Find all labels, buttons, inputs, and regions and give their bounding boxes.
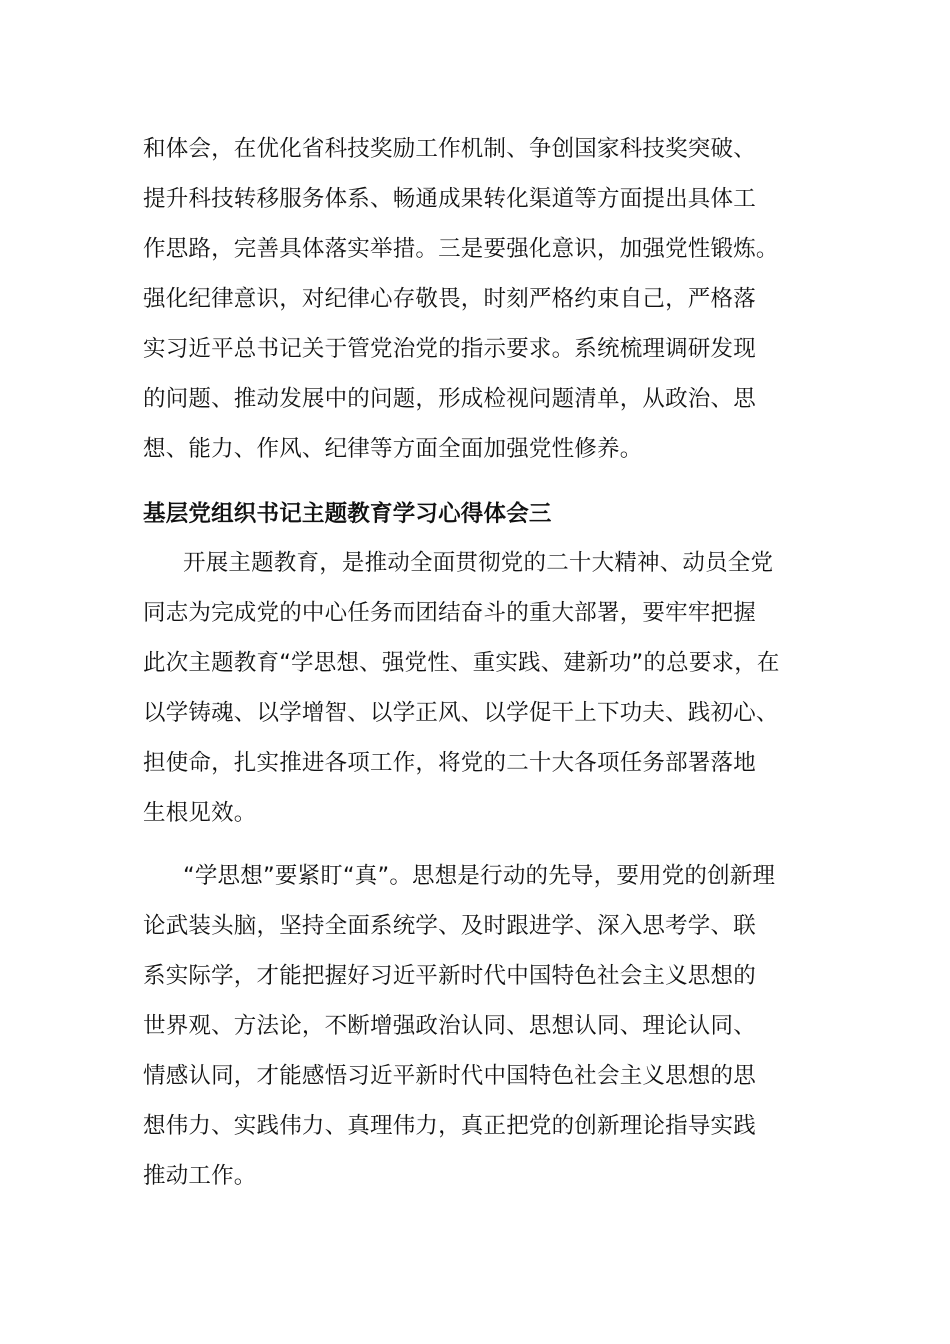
- para2-line-2: 同志为完成党的中心任务而团结奋斗的重大部署，要牢牢把握: [143, 600, 756, 626]
- para3-line-1: “学思想”要紧盯“真”。思想是行动的先导，要用党的创新理: [183, 863, 776, 889]
- para3-line-5: 情感认同，才能感悟习近平新时代中国特色社会主义思想的思: [143, 1063, 756, 1089]
- para1-line-1: 和体会，在优化省科技奖励工作机制、争创国家科技奖突破、: [143, 136, 756, 162]
- para1-line-4: 强化纪律意识，对纪律心存敬畏，时刻严格约束自己，严格落: [143, 286, 756, 312]
- para3-line-2: 论武装头脑，坚持全面系统学、及时跟进学、深入思考学、联: [143, 913, 756, 939]
- para2-line-4: 以学铸魂、以学增智、以学正风、以学促干上下功夫、践初心、: [143, 700, 779, 726]
- para1-line-5: 实习近平总书记关于管党治党的指示要求。系统梳理调研发现: [143, 336, 756, 362]
- para1-line-6: 的问题、推动发展中的问题，形成检视问题清单，从政治、思: [143, 386, 756, 412]
- para1-line-2: 提升科技转移服务体系、畅通成果转化渠道等方面提出具体工: [143, 186, 756, 212]
- para2-line-6: 生根见效。: [143, 800, 257, 826]
- para2-line-5: 担使命，扎实推进各项工作，将党的二十大各项任务部署落地: [143, 750, 756, 776]
- para3-line-6: 想伟力、实践伟力、真理伟力，真正把党的创新理论指导实践: [143, 1113, 756, 1139]
- para3-line-3: 系实际学，才能把握好习近平新时代中国特色社会主义思想的: [143, 963, 756, 989]
- para3-line-4: 世界观、方法论，不断增强政治认同、思想认同、理论认同、: [143, 1013, 756, 1039]
- para2-line-1: 开展主题教育，是推动全面贯彻党的二十大精神、动员全党: [183, 550, 774, 576]
- para2-line-3: 此次主题教育“学思想、强党性、重实践、建新功”的总要求，在: [143, 650, 780, 676]
- para1-line-7: 想、能力、作风、纪律等方面全面加强党性修养。: [143, 436, 643, 462]
- para1-line-3: 作思路，完善具体落实举措。三是要强化意识，加强党性锻炼。: [143, 236, 779, 262]
- para3-line-7: 推动工作。: [143, 1163, 257, 1189]
- section-heading: 基层党组织书记主题教育学习心得体会三: [143, 501, 552, 527]
